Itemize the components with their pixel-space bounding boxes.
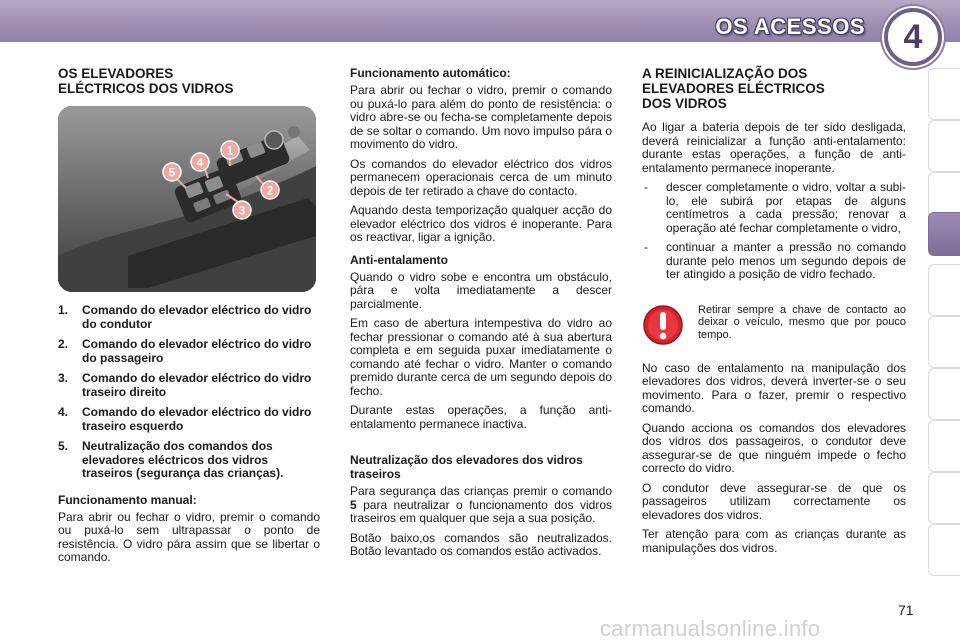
reinit-intro: Ao ligar a bateria depois de ter sido desligada, deverá reinicializar a função anti-entalamento: durante estas operações, a função de anti-entalamento permanece inoperante. (642, 120, 906, 175)
anti-pinch-paragraph-1: Quando o vidro sobe e encontra um obstáculo, pára e volta imediatamente a descer parcialmente. (350, 269, 612, 311)
rear-lock-paragraph-2: Botão baixo,os comandos são neutralizados. Botão levantado os comandos estão activados. (350, 530, 612, 558)
auto-paragraph-2: Os comandos do elevador eléctrico dos vidros permanecem operacionais cerca de um minuto depois de ter retirado a chave do contacto. (350, 156, 612, 198)
svg-text:3: 3 (238, 203, 246, 218)
right-section-title: A REINICIALIZAÇÃO DOS ELEVADORES ELÉCTRICOS DOS VIDROS (642, 66, 825, 111)
control-legend-list (58, 304, 320, 481)
right-paragraph-2: Quando acciona os comandos dos elevadores dos vidros dos passageiros, o condutor deve assegurar-se de que ninguém impede o fecho correcto do vidro. (642, 420, 906, 475)
marker-4 (191, 153, 209, 171)
marker-5 (163, 163, 181, 181)
marker-1 (221, 141, 239, 159)
list-item: 4. Comando do elevador eléctrico do vidro traseiro esquerdo (58, 405, 312, 433)
list-item: - descer completamente o vidro, voltar a subi-lo, ele subirá por etapas de alguns centímetros a cada pressão; renovar a operação até fechar completamente o vidro, (644, 180, 906, 235)
manual-operation-text: Para abrir ou fechar o vidro, premir o comando ou puxá-lo sem ultrapassar o ponto de resistência. O vidro pára assim que se libertar o comando. (58, 509, 320, 564)
exclamation-warning-icon (642, 304, 684, 346)
chapter-number: 4 (903, 17, 923, 56)
list-item: 1. Comando do elevador eléctrico do vidro do condutor (58, 303, 312, 331)
chapter-tab-9[interactable] (928, 472, 960, 524)
right-column (642, 66, 906, 561)
chapter-title: OS ACESSOS (715, 14, 865, 39)
manual-operation-heading: Funcionamento manual: (58, 492, 197, 507)
chapter-badge (884, 8, 942, 66)
page-number: 71 (898, 602, 914, 618)
callout-markers (58, 106, 316, 292)
auto-paragraph-3: Aquando desta temporização qualquer acção do elevador eléctrico dos vidros é inoperante. Para os reactivar, ligar a ignição. (350, 203, 612, 244)
reinit-steps (642, 181, 906, 282)
list-item: 2. Comando do elevador eléctrico do vidro do passageiro (58, 337, 312, 365)
left-section-title: OS ELEVADORES ELÉCTRICOS DOS VIDROS (58, 66, 234, 96)
chapter-tab-7[interactable] (928, 368, 960, 420)
list-item: 5. Neutralização dos comandos dos elevadores eléctricos dos vidros traseiros (segurança das crianças). (58, 439, 284, 480)
right-paragraph-1: No caso de entalamento na manipulação dos elevadores dos vidros, deverá inverter-se o seu movimento. Para o fazer, premir o respectivo comando. (642, 360, 906, 415)
anti-pinch-heading: Anti-entalamento (350, 252, 449, 267)
chapter-tab-5[interactable] (928, 264, 960, 316)
right-paragraph-4: Ter atenção para com as crianças durante as manipulações dos vidros. (642, 527, 906, 555)
chapter-tab-10[interactable] (928, 524, 960, 576)
anti-pinch-paragraph-2: Em caso de abertura intempestiva do vidro ao fechar pressionar o comando até à sua abertura completa e em seguida puxar imediatamente o comando até fechar o vidro. Manter o comando premido durante cerca de um segundo depois do fecho. (350, 316, 612, 398)
svg-text:2: 2 (266, 183, 274, 198)
header-divider (0, 42, 960, 48)
right-paragraph-3: O condutor deve assegurar-se de que os passageiros utilizam correctamente os elevadores dos vidros. (642, 480, 906, 522)
rear-lock-paragraph-1: Para segurança das crianças premir o comando 5 para neutralizar o funcionamento dos vidros traseiros em qualquer que seja a sua posição. (350, 484, 612, 525)
middle-column (350, 66, 612, 565)
chapter-tabs (928, 68, 960, 628)
warning-text: Retirar sempre a chave de contacto ao deixar o veículo, mesmo que por pouco tempo. (698, 303, 906, 341)
rear-lock-heading: Neutralização dos elevadores dos vidros traseiros (350, 453, 583, 481)
left-column (58, 66, 320, 571)
marker-2 (261, 181, 279, 199)
chapter-tab-6[interactable] (928, 316, 960, 368)
chapter-tab-1[interactable] (928, 68, 960, 120)
svg-text:1: 1 (226, 143, 234, 158)
anti-pinch-paragraph-3: Durante estas operações, a função anti-entalamento permanece inactiva. (350, 403, 612, 431)
chapter-tab-8[interactable] (928, 420, 960, 472)
chapter-tab-4-active[interactable] (928, 212, 960, 256)
marker-3 (233, 201, 251, 219)
auto-operation-heading: Funcionamento automático: (350, 66, 511, 80)
chapter-tab-2[interactable] (928, 120, 960, 172)
svg-text:4: 4 (196, 155, 204, 170)
auto-paragraph-1: Para abrir ou fechar o vidro, premir o comando ou puxá-lo para além do ponto de resistência: o vidro abre-se ou fecha-se completamente depois de se soltar o comando. Um novo impulso pára o movimento do vidro. (350, 83, 612, 151)
watermark: carmanualsonline.info (600, 616, 821, 640)
list-item: 3. Comando do elevador eléctrico do vidro traseiro direito (58, 371, 312, 399)
window-switch-panel-photo (58, 106, 316, 292)
list-item: - continuar a manter a pressão no comando durante pelo menos um segundo depois de ter atingido a posição de vidro fechado. (644, 240, 906, 281)
warning-box (642, 304, 906, 346)
svg-text:5: 5 (168, 165, 176, 180)
